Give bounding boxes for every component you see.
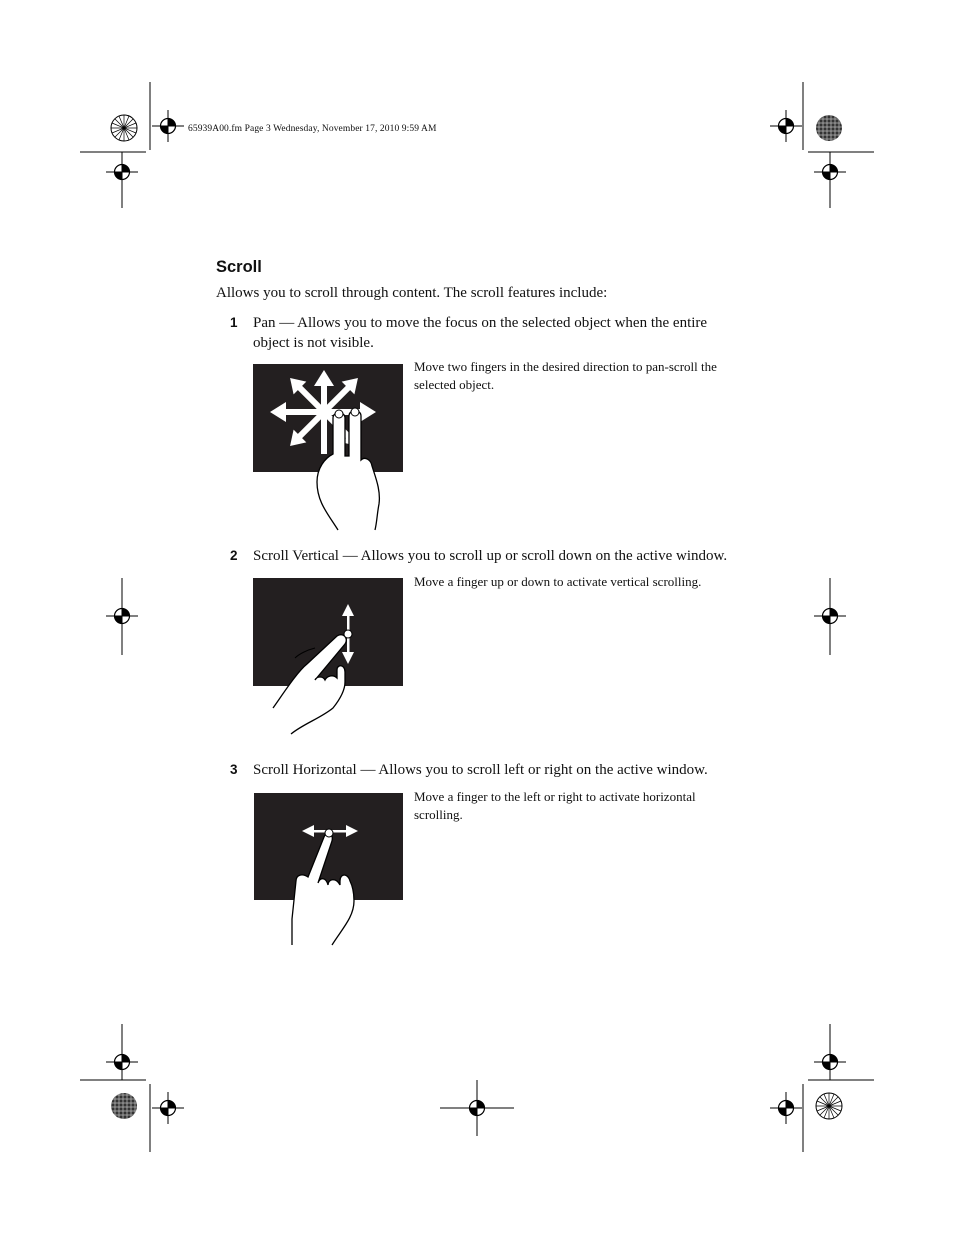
section-intro: Allows you to scroll through content. The scroll features include:	[216, 285, 608, 301]
item-scroll-vertical	[253, 547, 753, 567]
vertical-scroll-gesture-icon	[253, 578, 403, 738]
item-term-pan: Pan	[253, 315, 276, 331]
caption-scroll-vertical: Move a finger up or down to activate vertical scrolling.	[414, 574, 702, 589]
item-description-pan: — Allows you to move the focus on the selected object when the entire object is not visible.	[253, 315, 708, 351]
two-finger-pan-gesture-icon	[253, 364, 403, 534]
item-description-scroll-horizontal: — Allows you to scroll left or right on the active window.	[356, 762, 708, 778]
print-slug-line: 65939A00.fm Page 3 Wednesday, November 17, 2010 9:59 AM	[188, 124, 437, 134]
item-scroll-horizontal	[253, 761, 753, 781]
item-number-1: 1	[230, 315, 238, 330]
caption-scroll-horizontal: Move a finger to the left or right to activate horizontal scrolling.	[414, 789, 696, 822]
item-number-3: 3	[230, 762, 238, 777]
item-term-scroll-vertical: Scroll Vertical	[253, 548, 339, 564]
item-pan	[253, 314, 743, 353]
caption-pan: Move two fingers in the desired direction to pan-scroll the selected object.	[414, 359, 717, 392]
item-number-2: 2	[230, 548, 238, 563]
item-term-scroll-horizontal: Scroll Horizontal	[253, 762, 357, 778]
horizontal-scroll-gesture-icon	[254, 793, 404, 953]
item-description-scroll-vertical: — Allows you to scroll up or scroll down on the active window.	[338, 548, 728, 564]
section-title: Scroll	[216, 258, 262, 276]
